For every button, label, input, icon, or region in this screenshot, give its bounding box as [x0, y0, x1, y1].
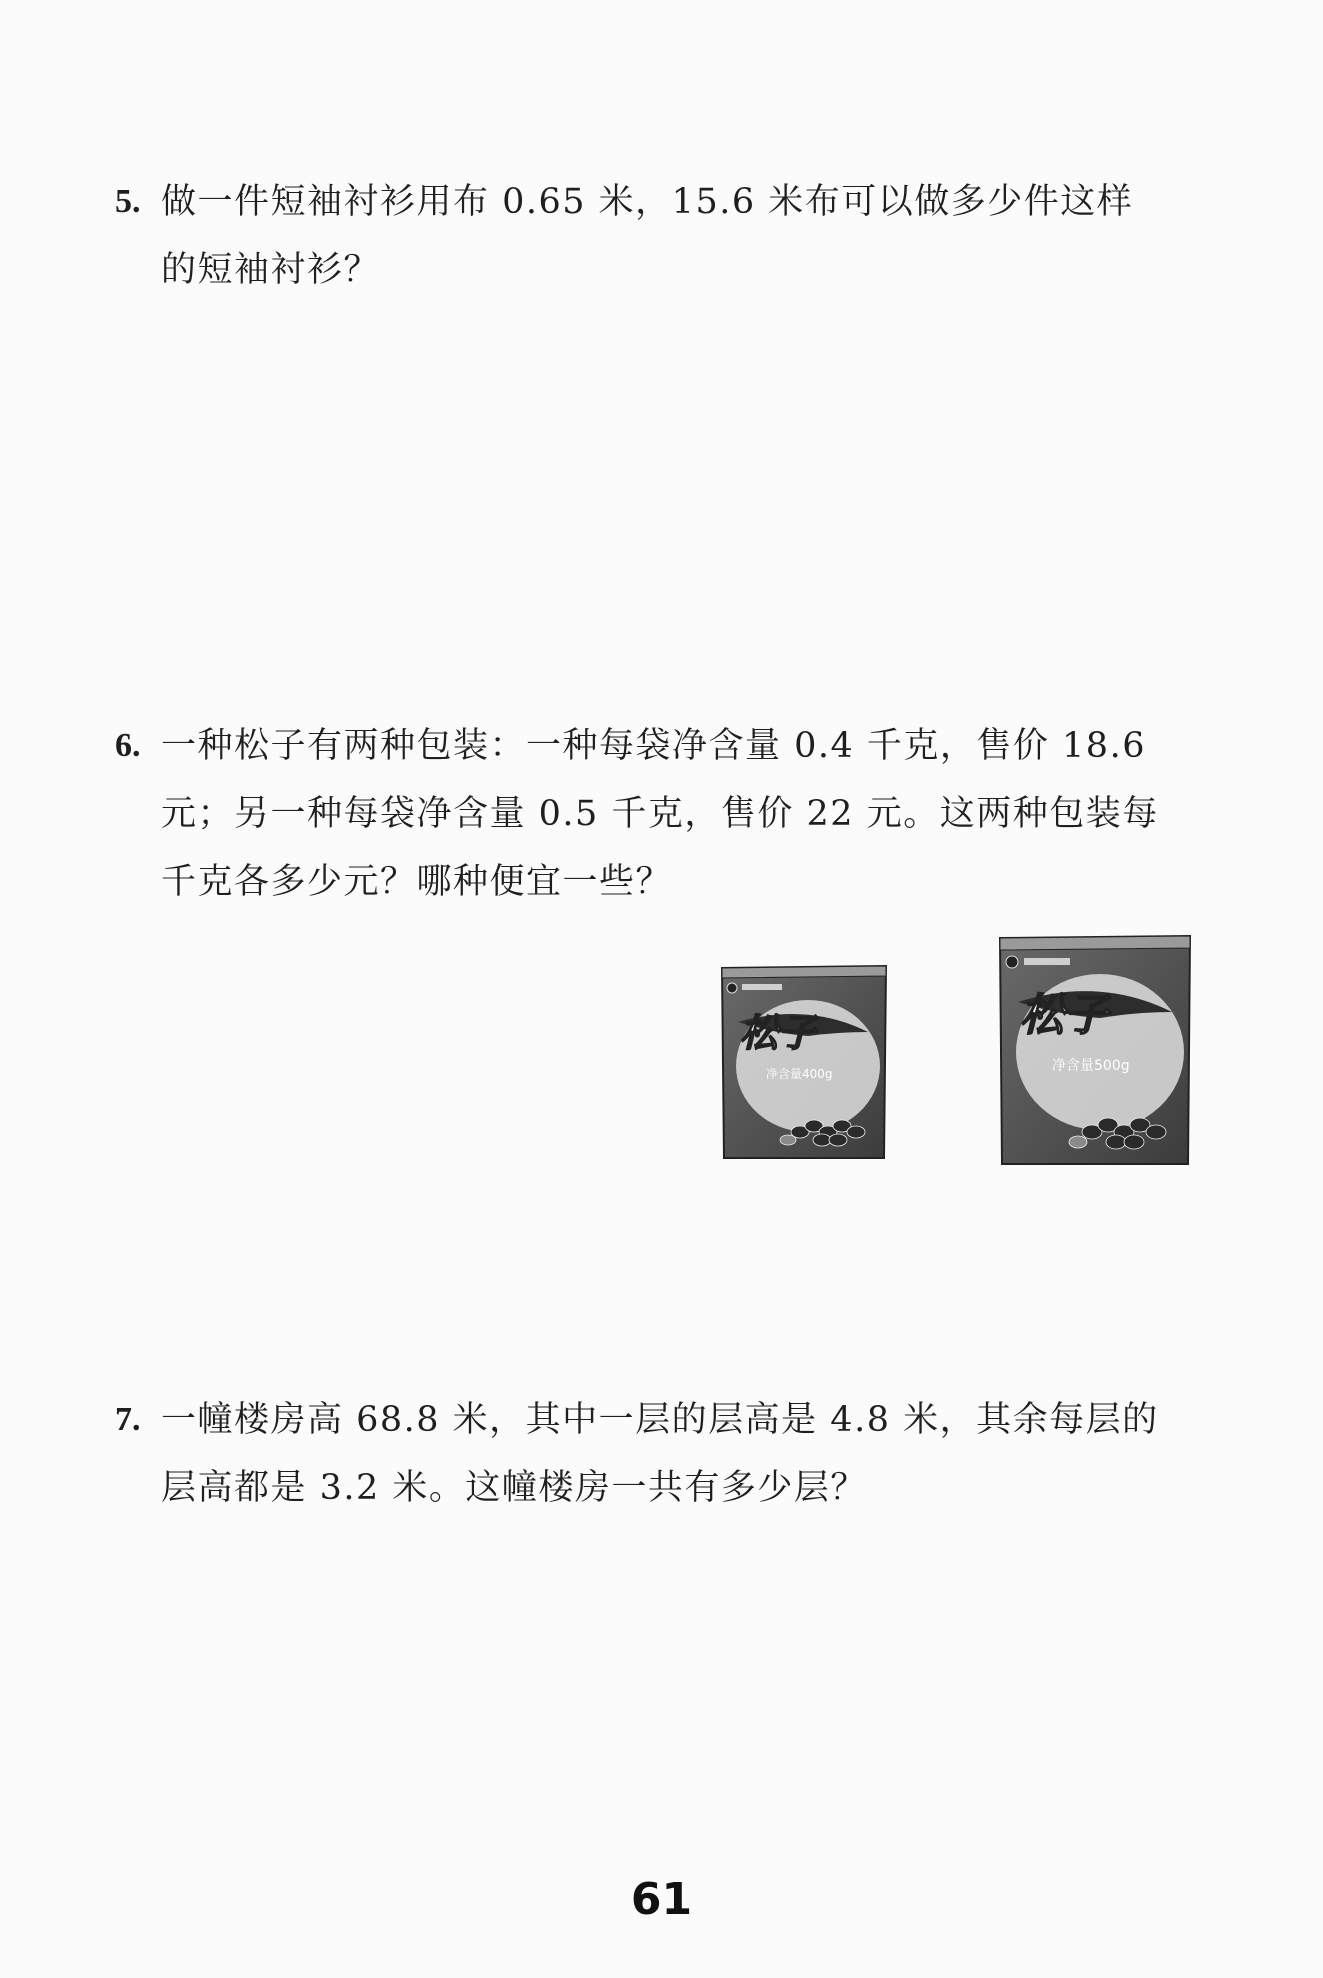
problem-5 [115, 168, 1195, 304]
problem-number: 5. [115, 183, 141, 220]
pine-nut-bag-500g [996, 932, 1194, 1168]
problem-text-line: 一幢楼房高 68.8 米，其中一层的层高是 4.8 米，其余每层的 [161, 1400, 1159, 1440]
product-name: 松子 [1020, 990, 1108, 1041]
problem-text-line: 千克各多少元？哪种便宜一些？ [161, 862, 673, 902]
problem-number: 7. [115, 1401, 141, 1438]
net-weight-label: 净含量500g [1052, 1058, 1130, 1074]
problem-text-line: 做一件短袖衬衫用布 0.65 米，15.6 米布可以做多少件这样 [161, 182, 1134, 222]
net-weight-label: 净含量400g [766, 1067, 833, 1081]
pine-nut-bag-400g [718, 962, 890, 1162]
problem-number: 6. [115, 727, 141, 764]
problem-text-line: 一种松子有两种包装：一种每袋净含量 0.4 千克，售价 18.6 [161, 726, 1146, 766]
product-name: 松子 [740, 1011, 817, 1055]
problem-6 [115, 712, 1195, 916]
problem-7 [115, 1386, 1195, 1522]
problem-text-line: 的短袖衬衫？ [161, 250, 381, 290]
page-number: 61 [630, 1874, 693, 1925]
problem-text-line: 层高都是 3.2 米。这幢楼房一共有多少层？ [161, 1468, 867, 1508]
problem-text-line: 元；另一种每袋净含量 0.5 千克，售价 22 元。这两种包装每 [161, 794, 1159, 834]
